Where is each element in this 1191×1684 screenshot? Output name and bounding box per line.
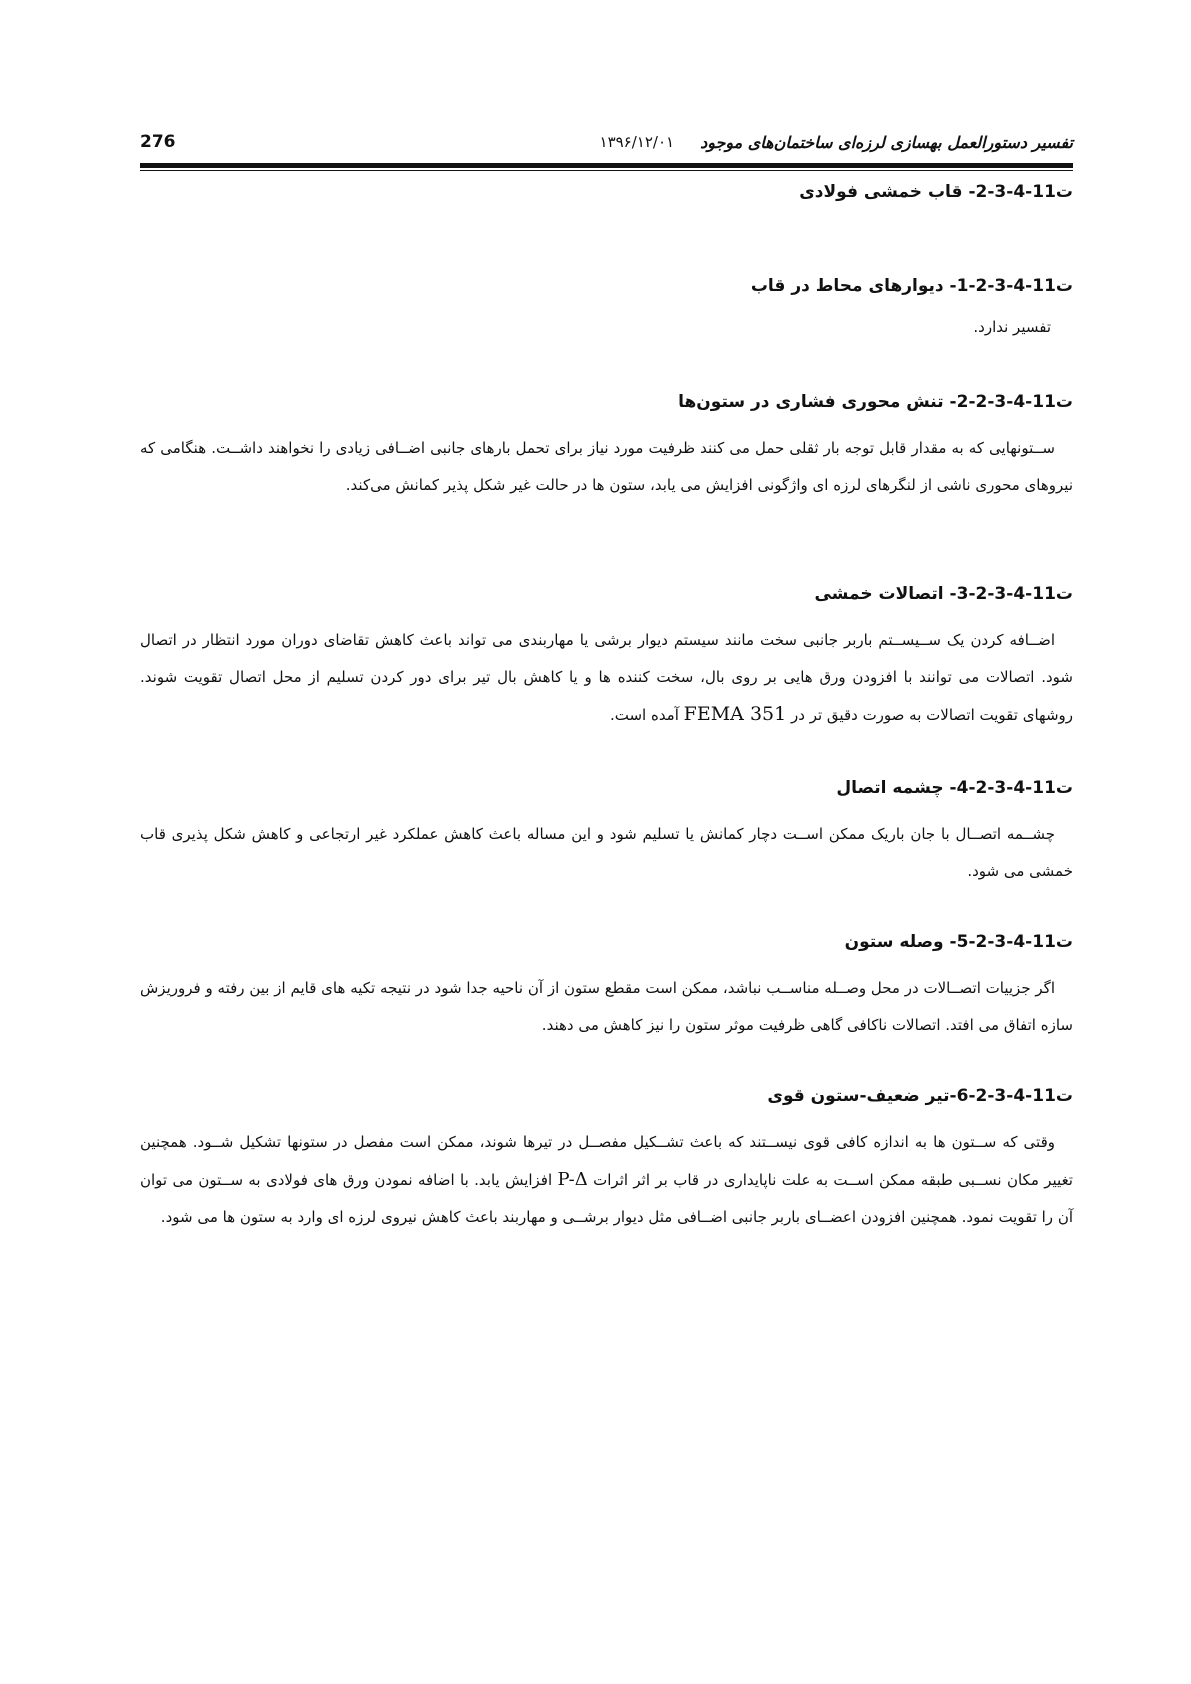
section-heading: ت11-4-3-2-4- چشمه اتصال bbox=[836, 778, 1073, 798]
page-header bbox=[140, 122, 1073, 162]
running-head bbox=[600, 133, 1073, 152]
body-text: افزایش یابد. با اضافه نمودن ورق های فولادی به ســتون می توان آن را تقویت نمود. همچنین افزودن اعضــای باربر جانبی اضــافی مثل دیوار برشــی و مهاربند باعث کاهش نیروی لرزه ای وارد به ستون ها می شود. bbox=[140, 1171, 1073, 1226]
section-body: اگر جزییات اتصــالات در محل وصــله مناســب نباشد، ممکن است مقطع ستون از آن ناحیه جدا شود در نتیجه تکیه های قایم از بین رفته و فروریزش سازه اتفاق می افتد. اتصالات ناکافی گاهی ظرفیت موثر ستون را نیز کاهش می دهند. bbox=[140, 979, 1073, 1034]
section-body: تفسیر ندارد. bbox=[973, 318, 1051, 336]
running-head-title: تفسیر دستورالعمل بهسازی لرزه‌ای ساختمان‌های موجود bbox=[700, 132, 1073, 152]
section-steel-moment-frame bbox=[140, 182, 1073, 202]
section-weak-beam-strong-column bbox=[140, 1086, 1073, 1236]
section-heading: ت11-4-3-2-5- وصله ستون bbox=[844, 932, 1073, 952]
section-heading: ت11-4-3-2-1- دیوارهای محاط در قاب bbox=[750, 276, 1073, 296]
header-rule-thick bbox=[140, 163, 1073, 168]
section-infill-walls bbox=[140, 276, 1073, 336]
body-text: آمده است. bbox=[609, 706, 679, 724]
section-moment-connections bbox=[140, 584, 1073, 734]
section-panel-zone bbox=[140, 778, 1073, 890]
reference-p-delta: P-Δ bbox=[557, 1169, 588, 1190]
body-text: اضــافه کردن یک ســیســتم باربر جانبی سخت مانند سیستم دیوار برشی یا مهاربندی می تواند باعث کاهش تقاضای دوران مورد انتظار در اتصال شود. اتصالات می توانند با افزودن ورق هایی بر روی بال، سخت کننده ها و یا کاهش بال تیر برای دور کردن تسلیم از محل اتصال تقویت شوند. روشهای تقویت اتصالات به صورت دقیق تر در bbox=[140, 631, 1073, 724]
section-body bbox=[140, 1124, 1073, 1236]
body-text: وقتی که ســتون ها به اندازه کافی قوی نیســتند که باعث تشــکیل مفصــل در تیرها شوند، ممکن است مفصل در ستونها تشکیل شــود. همچنین تغییر مکان نســبی طبقه ممکن اســت به علت ناپایداری در قاب بر اثر اثرات bbox=[140, 1133, 1073, 1189]
section-heading: ت11-4-3-2-2- تنش محوری فشاری در ستون‌ها bbox=[678, 392, 1073, 412]
running-head-date: ۱۳۹۶/۱۲/۰۱ bbox=[599, 133, 675, 151]
section-axial-compression bbox=[140, 392, 1073, 504]
section-body: ســتونهایی که به مقدار قابل توجه بار ثقلی حمل می کنند ظرفیت مورد نیاز برای تحمل بارهای جانبی اضــافی زیادی را نخواهند داشــت. هنگامی که نیروهای محوری ناشی از لنگرهای لرزه ای واژگونی افزایش می یابد، ستون ها در حالت غیر شکل پذیر کمانش می‌کند. bbox=[140, 439, 1073, 494]
section-column-splice bbox=[140, 932, 1073, 1044]
section-body: چشــمه اتصــال با جان باریک ممکن اســت دچار کمانش یا تسلیم شود و این مساله باعث کاهش عملکرد غیر ارتجاعی و کاهش شکل پذیری قاب خمشی می شود. bbox=[140, 825, 1073, 880]
section-heading: ت11-4-3-2-3- اتصالات خمشی bbox=[814, 584, 1073, 604]
reference-fema: FEMA 351 bbox=[683, 703, 787, 725]
section-heading: ت11-4-3-2-6-تیر ضعیف-ستون قوی bbox=[767, 1086, 1073, 1106]
header-rule-thin bbox=[140, 170, 1073, 171]
section-body bbox=[140, 622, 1073, 734]
page-number: 276 bbox=[140, 132, 176, 152]
section-heading: ت11-4-3-2- قاب خمشی فولادی bbox=[799, 182, 1073, 202]
